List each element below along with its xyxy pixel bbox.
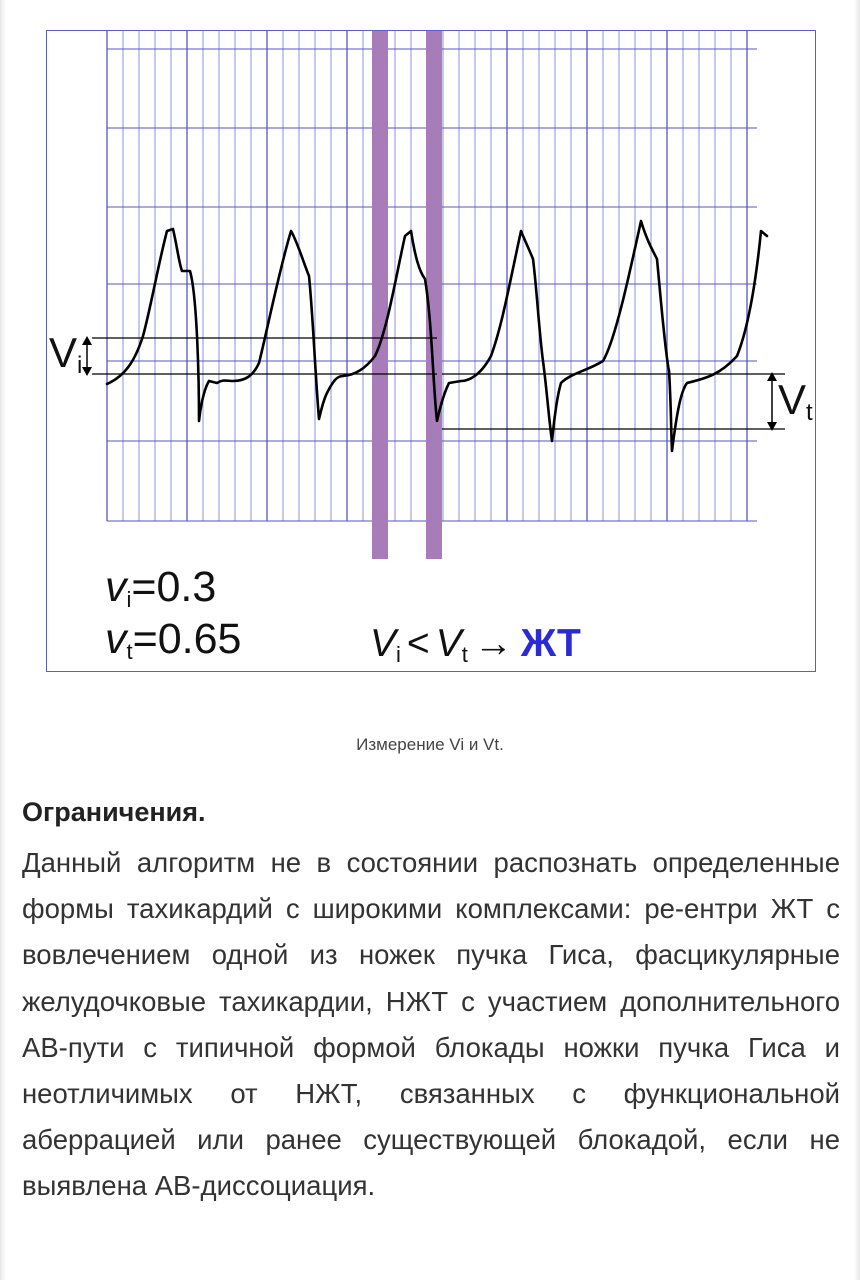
ecg-figure xyxy=(46,30,816,672)
vi-label: Vi xyxy=(49,329,83,379)
body-paragraph: Данный алгоритм не в состоянии распознать определенные формы тахикардий с широкими комплексами: ре-ентри ЖТ с вовлечением одной из ножек пучка Гиса, фасцикулярные желудочковые тахикардии, НЖТ с участием дополнительного АВ-пути с типичной формой блокады ножки пучка Гиса и неотличимых от НЖТ, связанных с функциональной аберрацией или ранее существующей блокадой, если не выявлена АВ-диссоциация. xyxy=(22,847,840,1202)
vt-label: Vt xyxy=(778,376,813,426)
section-title: Ограничения. xyxy=(22,797,206,827)
vt-value: vt=0.65 xyxy=(105,615,242,664)
left-edge-shadow xyxy=(0,0,6,1280)
right-edge-shadow xyxy=(854,0,860,1280)
highlight-bar-1 xyxy=(372,31,388,559)
vi-bracket-arrow-down xyxy=(82,367,92,376)
vi-value: vi=0.3 xyxy=(105,563,217,612)
comparison-result: ЖТ xyxy=(520,622,581,665)
comparison-formula: Vi < Vt → ЖТ xyxy=(370,622,581,667)
ecg-figure-canvas xyxy=(47,31,817,673)
figure-caption: Измерение Vi и Vt. xyxy=(356,735,504,754)
vi-bracket-arrow-up xyxy=(82,336,92,345)
